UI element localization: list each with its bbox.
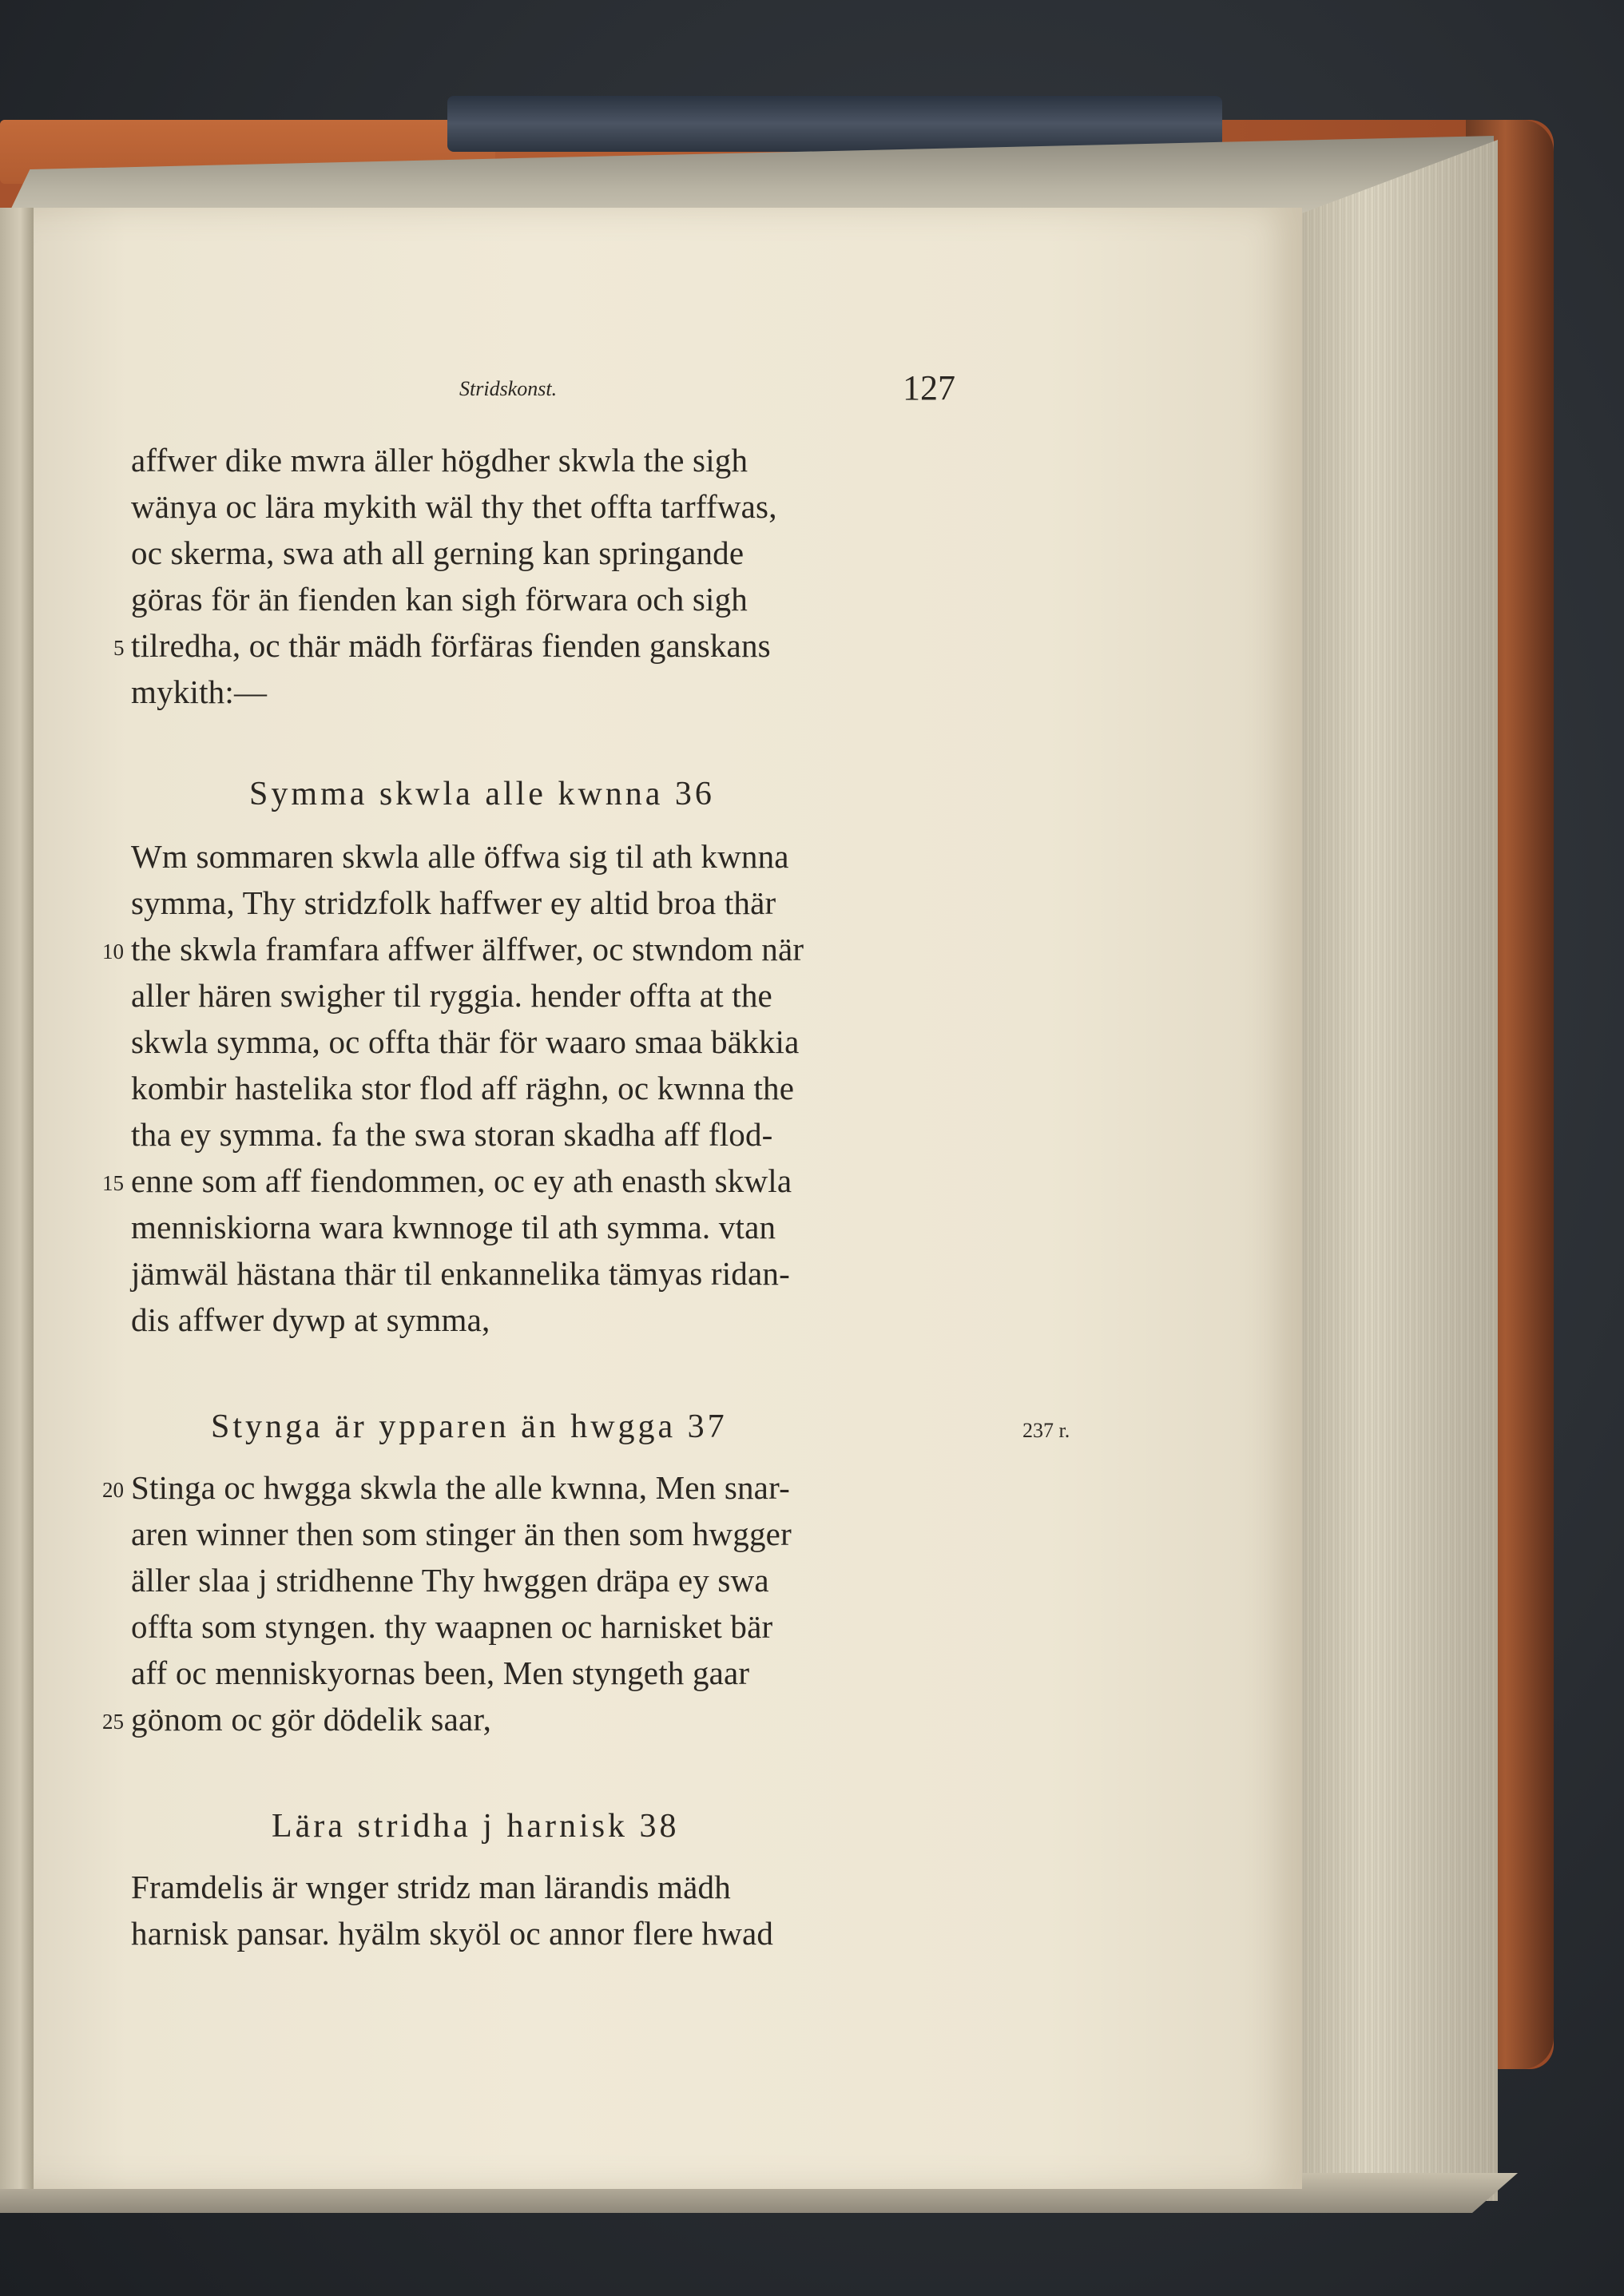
- page-fore-edges-shade: [1278, 140, 1498, 2201]
- text-line-4: göras för än fienden kan sigh förwara och sigh: [131, 581, 748, 618]
- margin-note: 237 r.: [1022, 1419, 1070, 1442]
- text-line-23: gönom oc gör dödelik saar,: [131, 1701, 492, 1738]
- text-line-7: Wm sommaren skwla alle öffwa sig til ath kwnna: [131, 838, 789, 875]
- text-line-11: skwla symma, oc offta thär för waaro smaa bäkkia: [131, 1023, 800, 1060]
- line-number-10: 10: [102, 939, 124, 963]
- text-line-6: mykith:—: [131, 673, 268, 710]
- running-head: Stridskonst.: [459, 377, 558, 400]
- text-line-8: symma, Thy stridzfolk haffwer ey altid broa thär: [131, 884, 776, 921]
- text-line-20: äller slaa j stridhenne Thy hwggen dräpa ey swa: [131, 1562, 769, 1599]
- line-number-15: 15: [102, 1171, 124, 1195]
- page-number: 127: [903, 368, 955, 407]
- text-line-15: menniskiorna wara kwnnoge til ath symma. vtan: [131, 1209, 776, 1245]
- text-line-10: aller hären swigher til ryggia. hender offta at the: [131, 977, 772, 1014]
- section-heading-38: Lära stridha j harnisk 38: [272, 1808, 680, 1845]
- text-line-14: enne som aff fiendommen, oc ey ath enasth skwla: [131, 1162, 792, 1199]
- text-line-1: affwer dike mwra äller högdher skwla the sigh: [131, 442, 748, 479]
- line-number-20: 20: [102, 1478, 124, 1502]
- facing-page-edge: [0, 208, 34, 2189]
- text-line-24: Framdelis är wnger stridz man lärandis mädh: [131, 1869, 731, 1905]
- text-line-18: Stinga oc hwgga skwla the alle kwnna, Men snar-: [131, 1469, 790, 1506]
- text-line-17: dis affwer dywp at symma,: [131, 1301, 490, 1338]
- text-line-5: tilredha, oc thär mädh förfäras fienden ganskans: [131, 627, 771, 664]
- text-line-22: aff oc menniskyornas been, Men styngeth gaar: [131, 1654, 750, 1691]
- text-line-12: kombir hastelika stor flod aff räghn, oc kwnna the: [131, 1070, 795, 1106]
- text-line-2: wänya oc lära mykith wäl thy thet offta tarffwas,: [131, 488, 777, 525]
- section-heading-36: Symma skwla alle kwnna 36: [249, 776, 715, 812]
- section-heading-37: Stynga är ypparen än hwgga 37: [211, 1408, 728, 1445]
- text-line-19: aren winner then som stinger än then som hwgger: [131, 1515, 792, 1552]
- text-line-13: tha ey symma. fa the swa storan skadha aff flod-: [131, 1116, 773, 1153]
- line-number-25: 25: [102, 1710, 124, 1734]
- text-line-9: the skwla framfara affwer älffwer, oc stwndom när: [131, 931, 804, 967]
- text-line-25: harnisk pansar. hyälm skyöl oc annor flere hwad: [131, 1915, 774, 1952]
- line-number-5: 5: [113, 636, 125, 660]
- spine-top: [447, 96, 1222, 152]
- text-line-16: jämwäl hästana thär til enkannelika tämyas ridan-: [131, 1255, 790, 1292]
- text-line-3: oc skerma, swa ath all gerning kan springande: [131, 534, 744, 571]
- text-line-21: offta som styngen. thy waapnen oc harnisket bär: [131, 1608, 773, 1645]
